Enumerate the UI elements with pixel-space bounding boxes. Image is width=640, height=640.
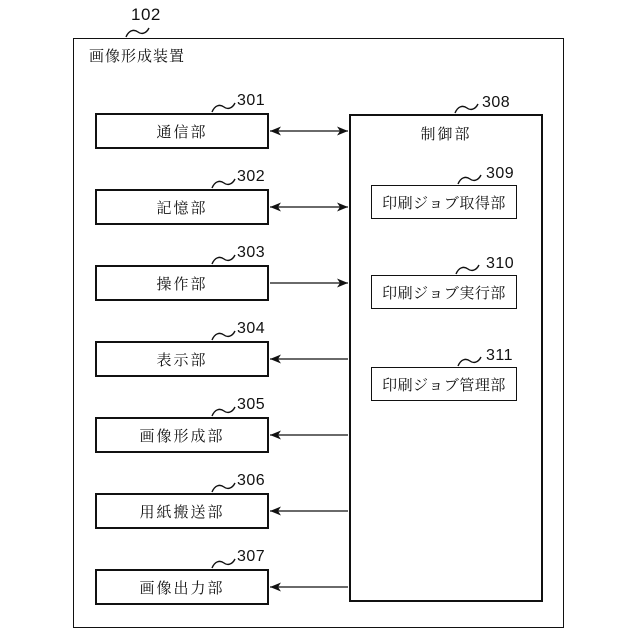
unit-box-paper-transport: 用紙搬送部: [95, 493, 269, 529]
leader-102: [126, 28, 149, 37]
unit-box-image-output: 画像出力部: [95, 569, 269, 605]
ref-label-310: 310: [486, 255, 515, 272]
unit-box-display: 表示部: [95, 341, 269, 377]
ref-label-306: 306: [237, 472, 266, 489]
control-unit-label: 制御部: [420, 126, 472, 143]
sub-box-print-job-acquisition: 印刷ジョブ取得部: [371, 185, 517, 219]
ref-label-308: 308: [482, 94, 511, 111]
sub-box-print-job-management: 印刷ジョブ管理部: [371, 367, 517, 401]
unit-box-storage: 記憶部: [95, 189, 269, 225]
ref-label-305: 305: [237, 396, 266, 413]
ref-label-309: 309: [486, 165, 515, 182]
sub-box-print-job-execution: 印刷ジョブ実行部: [371, 275, 517, 309]
ref-label-102: 102: [131, 5, 161, 24]
ref-label-311: 311: [486, 347, 514, 364]
ref-label-307: 307: [237, 548, 266, 565]
unit-box-image-forming: 画像形成部: [95, 417, 269, 453]
device-label: 画像形成装置: [89, 48, 186, 65]
ref-label-302: 302: [237, 168, 266, 185]
ref-label-304: 304: [237, 320, 266, 337]
ref-label-303: 303: [237, 244, 266, 261]
unit-box-communication: 通信部: [95, 113, 269, 149]
ref-label-301: 301: [237, 92, 266, 109]
unit-box-operation: 操作部: [95, 265, 269, 301]
